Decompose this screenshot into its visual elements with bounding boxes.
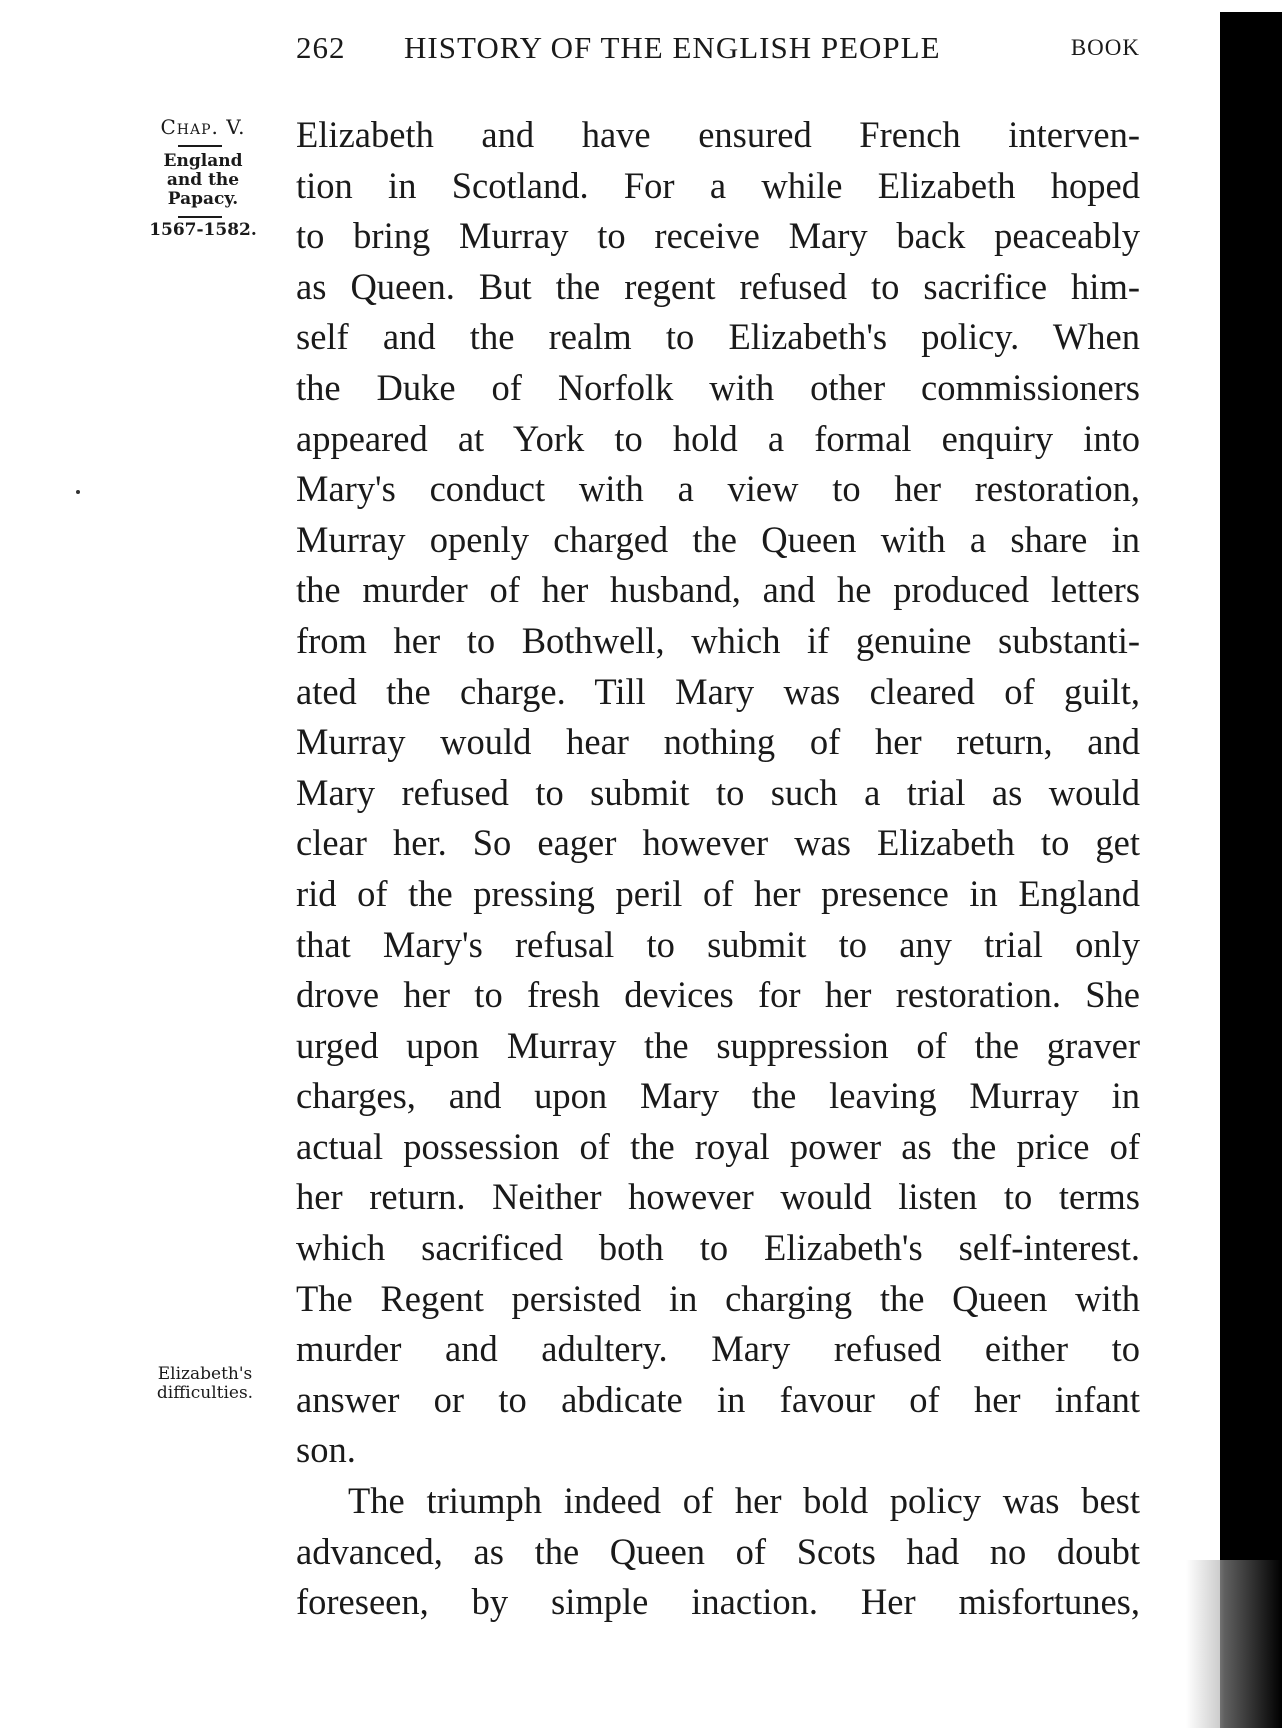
text-line: from her to Bothwell, which if genuine substanti- [296,619,1140,661]
running-title: HISTORY OF THE ENGLISH PEOPLE [404,30,941,65]
text-line: murder and adultery. Mary refused either to [296,1328,1140,1370]
text-line: which sacrificed both to Elizabeth's self-interest. [296,1227,1140,1269]
sidenote-section-line1: Elizabeth's [157,1364,253,1384]
sidenote-topic-line3: Papacy. [167,189,239,209]
text-line: appeared at York to hold a formal enquiry into [296,417,1140,459]
text-line: to bring Murray to receive Mary back peaceably [296,215,1140,257]
text-line: Mary's conduct with a view to her restoration, [296,468,1140,510]
text-line: advanced, as the Queen of Scots had no doubt [296,1530,1140,1572]
text-line: son. [296,1429,356,1471]
sidenote-divider [178,216,222,218]
page-number: 262 [296,30,346,65]
scan-edge-fade [1186,1560,1282,1728]
text-line: the murder of her husband, and he produced letters [296,569,1140,611]
text-line: as Queen. But the regent refused to sacrifice him- [296,265,1140,307]
text-line: Murray would hear nothing of her return, and [296,721,1140,763]
text-line: actual possession of the royal power as the price of [296,1125,1140,1167]
text-line: charges, and upon Mary the leaving Murray in [296,1075,1140,1117]
text-line: her return. Neither however would listen to terms [296,1176,1140,1218]
sidenote-years: 1567-1582. [149,220,257,240]
text-line: foreseen, by simple inaction. Her misfortunes, [296,1581,1140,1623]
text-line: tion in Scotland. For a while Elizabeth hoped [296,164,1140,206]
text-line: drove her to fresh devices for her restoration. She [296,974,1140,1016]
text-line: ated the charge. Till Mary was cleared of guilt, [296,670,1140,712]
text-line: self and the realm to Elizabeth's policy. When [296,316,1140,358]
text-line: the Duke of Norfolk with other commissioners [296,366,1140,408]
text-line: Murray openly charged the Queen with a share in [296,518,1140,560]
body-text [296,110,1140,1628]
text-line: Mary refused to submit to such a trial as would [296,771,1140,813]
scan-dark-edge [1220,12,1282,1728]
text-line: The triumph indeed of her bold policy was best [348,1480,1140,1522]
text-line: The Regent persisted in charging the Queen with [296,1277,1140,1319]
text-line: clear her. So eager however was Elizabeth to get [296,822,1140,864]
running-header [296,30,1140,80]
text-line: rid of the pressing peril of her presence in England [296,872,1140,914]
text-line: Elizabeth and have ensured French interven- [296,114,1140,155]
text-line: answer or to abdicate in favour of her infant [296,1378,1140,1420]
text-line: urged upon Murray the suppression of the graver [296,1024,1140,1066]
sidenote-topic-line1: England [163,151,243,171]
sidenote-section-line2: difficulties. [156,1383,254,1403]
sidenote-topic-line2: and the [166,170,240,190]
sidenote-divider [178,145,222,147]
scan-speck [76,490,80,494]
book-label: BOOK [1070,35,1140,60]
text-line: that Mary's refusal to submit to any trial only [296,923,1140,965]
sidenote-chapter: Chap. V. [160,115,246,139]
